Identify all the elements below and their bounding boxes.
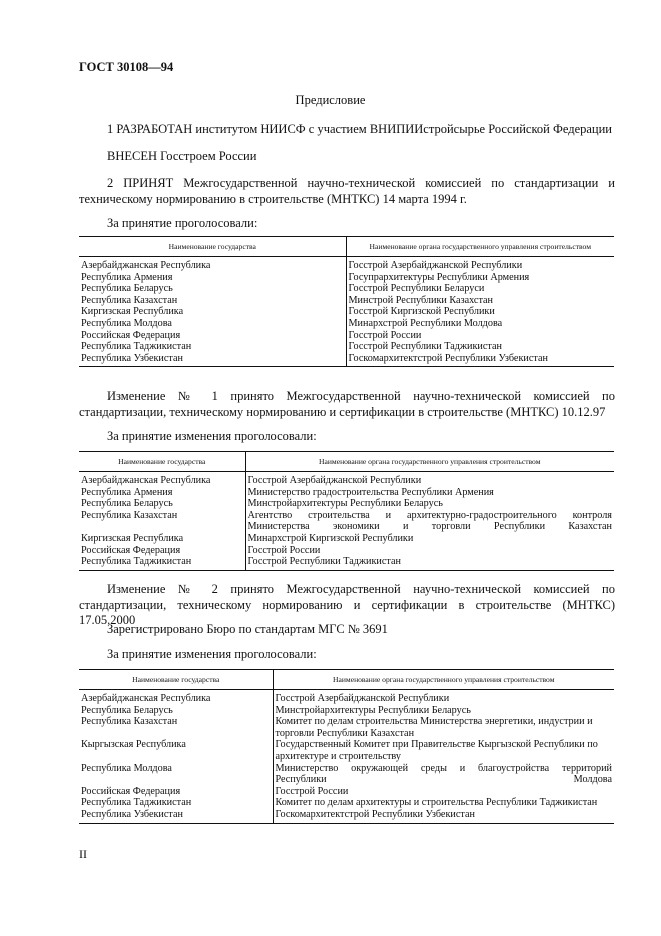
- change-1-voted-label: За принятие изменения проголосовали:: [107, 429, 317, 443]
- table-row: [79, 690, 614, 705]
- voting-table-1: [79, 236, 614, 367]
- authority-cell: Комитет по делам строительства Министерства энергетики, индустрии и торговли Республики Казахстан: [273, 716, 614, 739]
- foreword-paragraph-adopted: 2 ПРИНЯТ Межгосударственной научно-технической комиссией по стандартизации и техническому нормированию в строительстве (МНТКС) 14 марта 1994 г.: [79, 176, 615, 206]
- authority-cell: Госкомархитектстрой Республики Узбекистан: [273, 809, 614, 823]
- document-code: ГОСТ 30108—94: [79, 60, 174, 74]
- table-row: [79, 510, 614, 533]
- table-row: [79, 272, 614, 284]
- table-header-authority: Наименование органа государственного управления строительством: [346, 237, 614, 257]
- authority-cell: Минархстрой Киргизской Республики: [245, 533, 614, 545]
- state-cell: Азербайджанская Республика: [81, 475, 211, 486]
- authority-cell: Министерство окружающей среды и благоустройства территорий Республики Молдова: [273, 763, 614, 786]
- state-cell: Российская Федерация: [81, 329, 181, 341]
- table-row: [79, 533, 614, 545]
- authority-cell: Агентство строительства и архитектурно-градостроительного контроля Министерства экономики и торговли Республики Казахстан: [245, 510, 614, 533]
- state-cell: Республика Казахстан: [81, 509, 178, 521]
- table-row: [79, 283, 614, 295]
- state-cell: Республика Молдова: [81, 762, 172, 774]
- authority-cell: Комитет по делам архитектуры и строительства Республики Таджикистан: [273, 797, 614, 809]
- table-header-authority: Наименование органа государственного управления строительством: [273, 670, 614, 690]
- table-row: [79, 472, 614, 487]
- authority-cell: Госстрой Азербайджанской Республики: [245, 472, 614, 487]
- table-row: [79, 341, 614, 353]
- table-header-state: Наименование государства: [79, 452, 245, 472]
- state-cell: Кыргызская Республика: [81, 739, 186, 751]
- state-cell: Республика Армения: [81, 271, 173, 283]
- authority-cell: Государственный Комитет при Правительстве Кыргызской Республики по архитектуре и строительству: [273, 739, 614, 762]
- table-row: [79, 797, 614, 809]
- voting-table-3: [79, 669, 614, 824]
- authority-cell: Минархстрой Республики Молдова: [346, 318, 614, 330]
- state-cell: Республика Таджикистан: [81, 341, 192, 353]
- page-number: II: [79, 847, 87, 861]
- state-cell: Киргизская Республика: [81, 306, 184, 318]
- state-cell: Республика Беларусь: [81, 498, 173, 510]
- state-cell: Республика Казахстан: [81, 294, 178, 306]
- authority-cell: Госкомархитектстрой Республики Узбекистан: [346, 353, 614, 367]
- table-row: [79, 809, 614, 823]
- foreword-title: Предисловие: [295, 93, 366, 107]
- table-row: [79, 716, 614, 739]
- foreword-paragraph-developed: 1 РАЗРАБОТАН институтом НИИСФ с участием ВНИПИИстройсырье Российской Федерации: [107, 122, 612, 136]
- authority-cell: Госстрой Республики Таджикистан: [245, 556, 614, 570]
- foreword-paragraph-introduced: ВНЕСЕН Госстроем России: [107, 149, 257, 163]
- table-header-state: Наименование государства: [79, 237, 346, 257]
- table-row: [79, 545, 614, 557]
- change-2-voted-label: За принятие изменения проголосовали:: [107, 647, 317, 661]
- table-header-authority: Наименование органа государственного управления строительством: [245, 452, 614, 472]
- voting-table-2: [79, 451, 614, 571]
- state-cell: Республика Таджикистан: [81, 556, 192, 568]
- authority-cell: Госстрой России: [245, 545, 614, 557]
- authority-cell: Госстрой Азербайджанской Республики: [346, 257, 614, 272]
- change-2-paragraph: Изменение № 2 принято Межгосударственной научно-технической комиссией по стандартизации, техническому нормированию и сертификации в строительстве (МНТКС) 17.05.2000: [79, 582, 615, 627]
- authority-cell: Минстрой Республики Казахстан: [346, 295, 614, 307]
- state-cell: Республика Казахстан: [81, 716, 178, 728]
- table-row: [79, 739, 614, 762]
- authority-cell: Госстрой России: [346, 330, 614, 342]
- state-cell: Российская Федерация: [81, 544, 181, 556]
- state-cell: Киргизская Республика: [81, 532, 184, 544]
- authority-cell: Госстрой России: [273, 786, 614, 798]
- table-row: [79, 295, 614, 307]
- table-row: [79, 705, 614, 717]
- table-row: [79, 330, 614, 342]
- state-cell: Республика Молдова: [81, 317, 172, 329]
- table-header-state: Наименование государства: [79, 670, 273, 690]
- authority-cell: Минстройархитектуры Республики Беларусь: [245, 498, 614, 510]
- authority-cell: Госстрой Азербайджанской Республики: [273, 690, 614, 705]
- state-cell: Азербайджанская Республика: [81, 693, 211, 704]
- authority-cell: Минстройархитектуры Республики Беларусь: [273, 705, 614, 717]
- table-row: [79, 487, 614, 499]
- voted-for-label: За принятие проголосовали:: [107, 216, 258, 230]
- state-cell: Российская Федерация: [81, 785, 181, 797]
- state-cell: Республика Армения: [81, 486, 173, 498]
- authority-cell: Министерство градостроительства Республики Армения: [245, 487, 614, 499]
- table-row: [79, 318, 614, 330]
- authority-cell: Госстрой Республики Таджикистан: [346, 341, 614, 353]
- state-cell: Республика Таджикистан: [81, 797, 192, 809]
- authority-cell: Госупрархитектуры Республики Армения: [346, 272, 614, 284]
- table-row: [79, 257, 614, 272]
- state-cell: Республика Узбекистан: [81, 808, 183, 820]
- authority-cell: Госстрой Республики Беларуси: [346, 283, 614, 295]
- state-cell: Азербайджанская Республика: [81, 260, 211, 271]
- table-row: [79, 786, 614, 798]
- registration-paragraph: Зарегистрировано Бюро по стандартам МГС № 3691: [107, 622, 388, 636]
- table-row: [79, 353, 614, 367]
- table-row: [79, 556, 614, 570]
- table-row: [79, 306, 614, 318]
- state-cell: Республика Узбекистан: [81, 352, 183, 364]
- state-cell: Республика Беларусь: [81, 283, 173, 295]
- authority-cell: Госстрой Киргизской Республики: [346, 306, 614, 318]
- change-1-paragraph: Изменение № 1 принято Межгосударственной научно-технической комиссией по стандартизации, техническому нормированию и сертификации в строительстве (МНТКС) 10.12.97: [79, 389, 615, 419]
- state-cell: Республика Беларусь: [81, 704, 173, 716]
- table-row: [79, 498, 614, 510]
- table-row: [79, 763, 614, 786]
